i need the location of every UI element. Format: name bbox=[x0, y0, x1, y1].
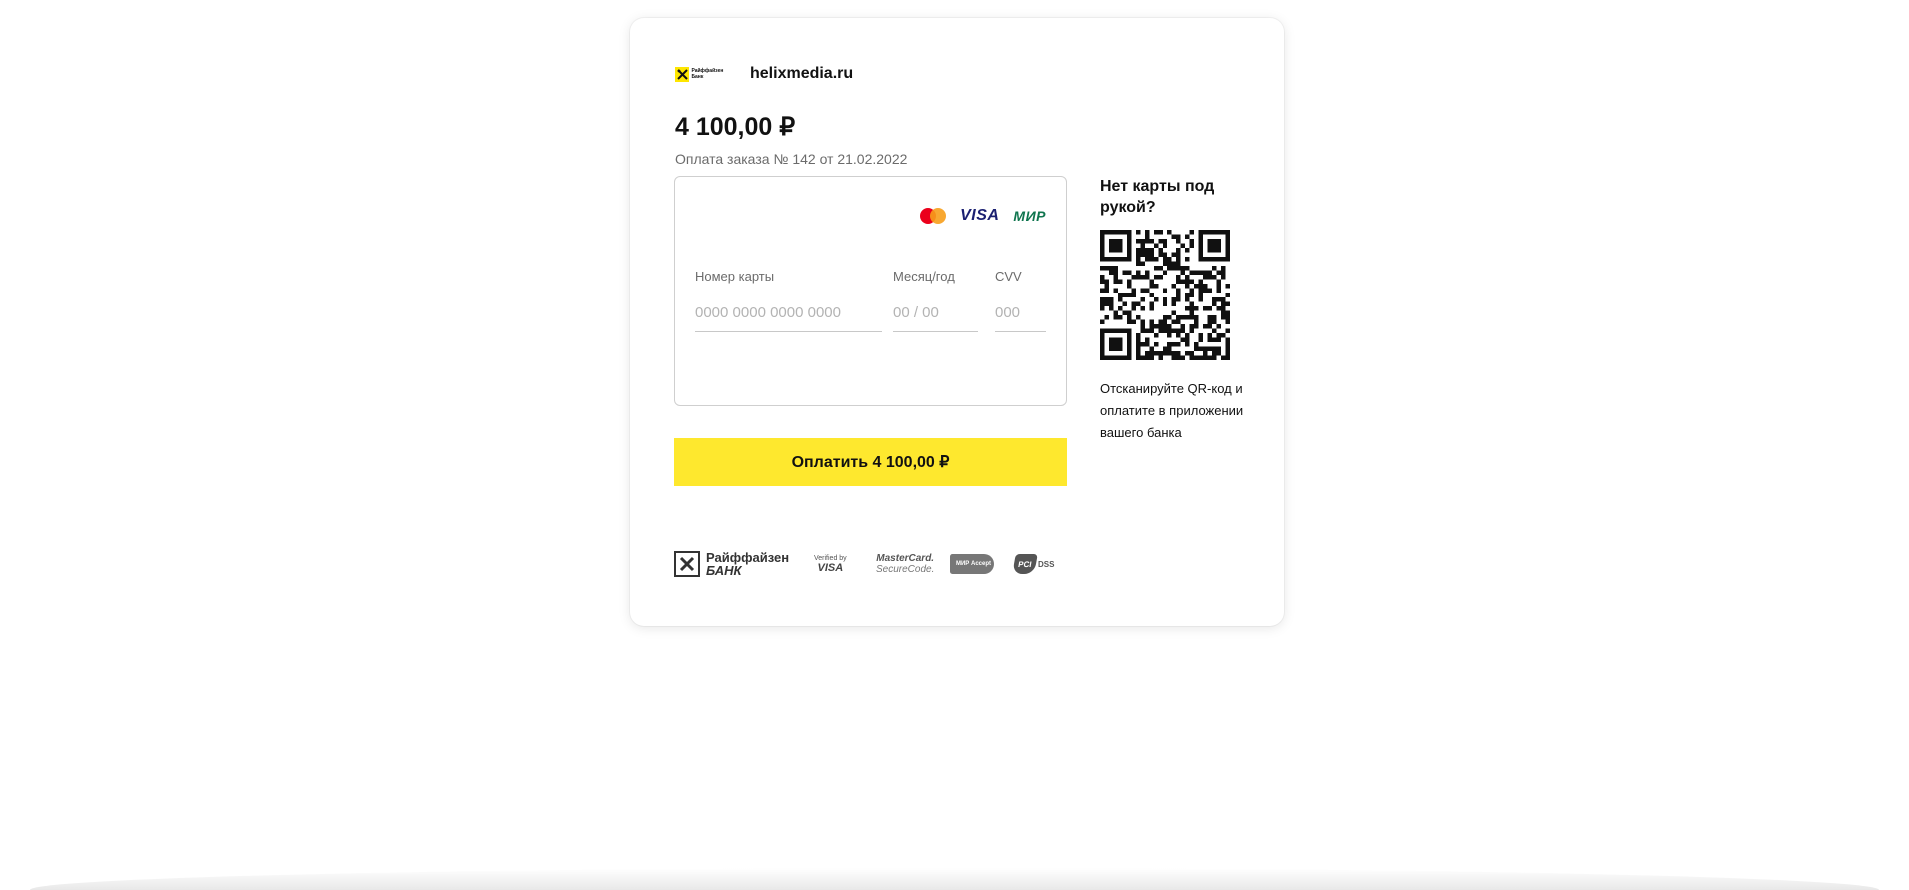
order-description: Оплата заказа № 142 от 21.02.2022 bbox=[675, 151, 908, 167]
cvv-field bbox=[995, 269, 1046, 332]
verified-by-text: Verified by bbox=[814, 554, 847, 562]
mastercard-text: MasterCard. bbox=[876, 553, 935, 564]
cvv-label: CVV bbox=[995, 269, 1022, 284]
expiry-field bbox=[893, 269, 978, 332]
qr-instruction: Отсканируйте QR-код и оплатите в приложении вашего банка bbox=[1100, 381, 1244, 440]
mastercard-icon bbox=[920, 207, 946, 225]
visa-icon: VISA bbox=[960, 207, 1000, 224]
raiffeisen-emblem-icon bbox=[675, 67, 689, 82]
card-brands bbox=[920, 207, 1046, 225]
card-number-field bbox=[695, 269, 882, 332]
merchant-header bbox=[675, 65, 853, 83]
raiffeisen-footer-emblem-icon bbox=[674, 551, 700, 577]
pay-button[interactable]: Оплатить 4 100,00 ₽ bbox=[674, 438, 1067, 486]
mir-accept-text: МИР Accept bbox=[950, 554, 994, 574]
mir-icon: МИР bbox=[1013, 208, 1046, 224]
mastercard-securecode-logo bbox=[876, 548, 934, 580]
dss-text: DSS bbox=[1038, 559, 1055, 569]
raiffeisen-logo bbox=[675, 65, 735, 83]
card-form bbox=[674, 176, 1067, 406]
verified-by-visa-logo bbox=[814, 548, 847, 580]
payment-card bbox=[630, 18, 1284, 626]
bottom-shadow bbox=[30, 868, 1879, 890]
pci-dss-logo bbox=[1014, 548, 1054, 580]
card-number-label: Номер карты bbox=[695, 269, 775, 284]
raiffeisen-footer-logo bbox=[674, 548, 789, 580]
expiry-input[interactable] bbox=[893, 304, 978, 332]
qr-block bbox=[1100, 176, 1250, 444]
merchant-name: helixmedia.ru bbox=[750, 65, 854, 82]
mir-accept-logo bbox=[950, 548, 994, 580]
security-footer bbox=[674, 548, 1069, 580]
pci-shield-icon: PCI bbox=[1012, 554, 1038, 574]
cvv-input[interactable] bbox=[995, 304, 1046, 332]
raiffeisen-logo-text: Райффайзен Банк bbox=[691, 68, 724, 80]
verified-visa-text: VISA bbox=[817, 561, 844, 574]
qr-code[interactable] bbox=[1100, 230, 1230, 360]
qr-title: Нет карты под рукой? bbox=[1100, 178, 1215, 216]
raiffeisen-footer-name: Райффайзен bbox=[706, 550, 790, 565]
securecode-text: SecureCode. bbox=[876, 564, 935, 575]
expiry-label: Месяц/год bbox=[893, 269, 955, 284]
raiffeisen-footer-bank: БАНК bbox=[706, 563, 742, 578]
card-number-input[interactable] bbox=[695, 304, 882, 332]
payment-amount: 4 100,00 ₽ bbox=[675, 113, 796, 141]
